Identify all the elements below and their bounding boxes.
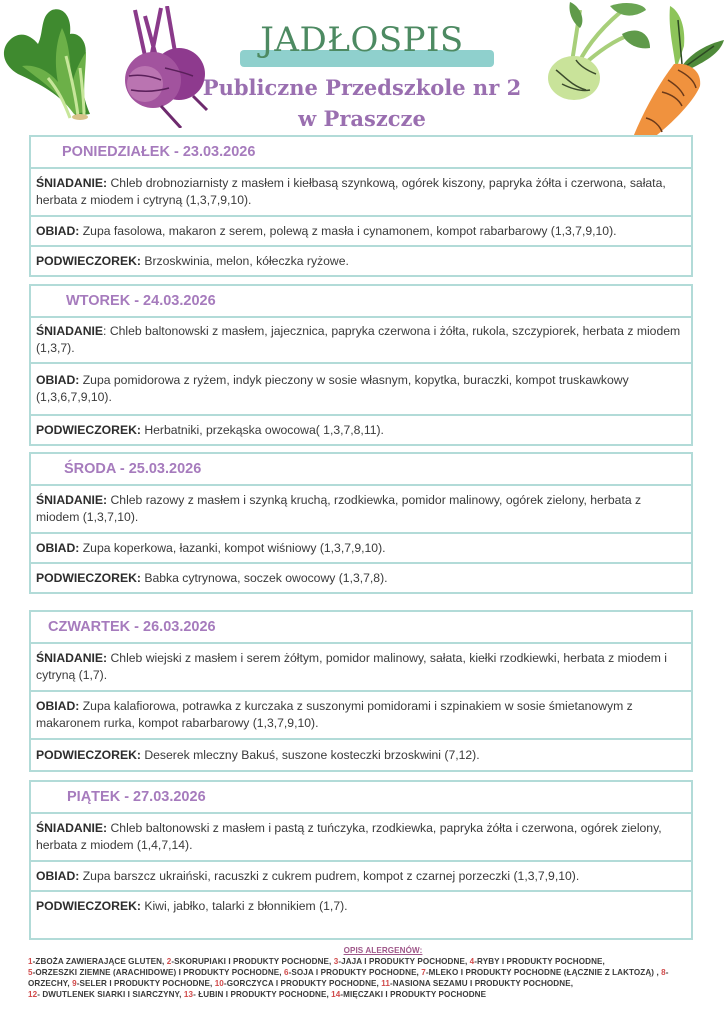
- allergen-list: [28, 956, 698, 1000]
- meal-label: ŚNIADANIE:: [36, 821, 108, 835]
- allergen-number: 10: [214, 979, 224, 988]
- meal-label: PODWIECZOREK:: [36, 422, 141, 437]
- allergen-text: -ORZECHY,: [28, 968, 669, 988]
- meal-lunch: [31, 534, 691, 564]
- meal-text: Chleb baltonowski z masłem i pastą z tuńczyka, rzodkiewka, papryka żółta i czerwona, ogórek zielony, herbata z miodem (1,4,7,14).: [36, 821, 662, 852]
- meal-breakfast: [31, 169, 691, 217]
- meal-breakfast: [31, 318, 691, 364]
- allergen-number: 7: [421, 968, 426, 977]
- subtitle-line-1: Publiczne Przedszkole nr 2: [202, 75, 522, 100]
- day-title: ŚRODA - 25.03.2026: [64, 461, 202, 477]
- meal-label: PODWIECZOREK:: [36, 747, 141, 762]
- allergen-text: -JAJA I PRODUKTY POCHODNE,: [338, 957, 470, 966]
- allergen-number: 4: [469, 957, 475, 966]
- allergen-number: 1: [28, 957, 33, 966]
- meal-label: ŚNIADANIE: [36, 324, 104, 338]
- meal-text: Deserek mleczny Bakuś, suszone kosteczki brzoskwini (7,12).: [140, 747, 480, 762]
- meal-text: Zupa fasolowa, makaron z serem, polewą z masła i cynamonem, kompot rabarbarowy (1,3,7,9,10).: [79, 223, 617, 238]
- meal-snack: [31, 564, 691, 592]
- allergen-text: -ORZESZKI ZIEMNE (ARACHIDOWE) I PRODUKTY POCHODNE,: [32, 968, 284, 977]
- meal-snack: [31, 416, 691, 444]
- meal-text: Zupa barszcz ukraiński, racuszki z cukrem pudrem, kompot z czarnej porzeczki (1,3,7,9,10).: [79, 868, 580, 883]
- allergen-text: -MLEKO I PRODUKTY POCHODNE (ŁĄCZNIE Z LAKTOZĄ) ,: [425, 968, 662, 977]
- meal-label: ŚNIADANIE:: [36, 493, 108, 507]
- allergen-text: -RYBY I PRODUKTY POCHODNE,: [474, 957, 605, 966]
- meal-text: Babka cytrynowa, soczek owocowy (1,3,7,8).: [140, 570, 388, 585]
- allergen-text: -NASIONA SEZAMU I PRODUKTY POCHODNE,: [390, 979, 574, 988]
- allergen-number: 3: [333, 957, 339, 966]
- meal-lunch: [31, 862, 691, 892]
- meal-text: Zupa pomidorowa z ryżem, indyk pieczony w sosie własnym, kopytka, buraczki, kompot truskawkowy (1,3,6,7,9,10).: [36, 373, 629, 404]
- allergen-number: 13: [183, 990, 194, 999]
- meal-text: Kiwi, jabłko, talarki z błonnikiem (1,7).: [140, 899, 348, 913]
- day-card-thursday: [29, 610, 693, 772]
- meal-text: Brzoskwinia, melon, kółeczka ryżowe.: [140, 253, 349, 268]
- allergen-number: 11: [381, 979, 391, 988]
- meal-label: OBIAD:: [36, 699, 80, 713]
- allergen-text: - DWUTLENEK SIARKI I SIARCZYNY,: [37, 990, 184, 999]
- meal-label: ŚNIADANIE:: [36, 651, 108, 665]
- day-title: PONIEDZIAŁEK - 23.03.2026: [62, 144, 256, 160]
- day-card-tuesday: [29, 284, 693, 446]
- meal-text: Zupa kalafiorowa, potrawka z kurczaka z suszonymi pomidorami i szpinakiem w sosie śmietanowym z makaronem rurka, kompot rabarbarowy (1,3,7,9,10).: [36, 699, 633, 730]
- subtitle-line-2: w Praszcze: [298, 106, 426, 131]
- day-title: PIĄTEK - 27.03.2026: [67, 789, 206, 805]
- meal-label: PODWIECZOREK:: [36, 899, 141, 913]
- meal-label: ŚNIADANIE:: [36, 176, 108, 190]
- allergen-text: -SKORUPIAKI I PRODUKTY POCHODNE,: [171, 957, 334, 966]
- allergen-number: 12: [28, 990, 38, 999]
- page-subtitle: [0, 72, 724, 134]
- allergen-number: 6: [283, 968, 289, 977]
- meal-text: : Chleb baltonowski z masłem, jajecznica, papryka czerwona i żółta, rukola, szczypiorek, herbata z miodem (1,3,7).: [36, 324, 681, 355]
- meal-breakfast: [31, 486, 691, 534]
- allergen-number: 14: [331, 990, 341, 999]
- meal-lunch: [31, 217, 691, 247]
- allergen-text: -SOJA I PRODUKTY POCHODNE,: [288, 968, 422, 977]
- meal-text: Herbatniki, przekąska owocowa( 1,3,7,8,11).: [140, 422, 384, 437]
- allergen-text: -MIĘCZAKI I PRODUKTY POCHODNE: [340, 990, 487, 999]
- allergen-text: -SELER I PRODUKTY POCHODNE,: [76, 979, 215, 988]
- allergen-number: 8: [661, 968, 666, 977]
- meal-breakfast: [31, 644, 691, 692]
- allergen-legend-title: OPIS ALERGENÓW:: [343, 946, 423, 955]
- meal-label: OBIAD:: [36, 223, 80, 238]
- day-title: WTOREK - 24.03.2026: [66, 293, 216, 309]
- day-card-monday: [29, 135, 693, 277]
- allergen-legend: [28, 945, 698, 1000]
- allergen-text: -ZBOŻA ZAWIERAJĄCE GLUTEN,: [32, 957, 167, 966]
- page-header: [0, 0, 724, 135]
- meal-label: OBIAD:: [36, 868, 80, 883]
- day-title: CZWARTEK - 26.03.2026: [48, 619, 216, 635]
- meal-breakfast: [31, 814, 691, 862]
- allergen-number: 5: [28, 968, 33, 977]
- meal-snack: [31, 892, 691, 936]
- meal-text: Chleb drobnoziarnisty z masłem i kiełbasą szynkową, ogórek kiszony, papryka żółta i czerwona, sałata, herbata z miodem i cytryną (1,3,7,9,10).: [36, 176, 666, 207]
- meal-label: OBIAD:: [36, 373, 80, 387]
- meal-snack: [31, 740, 691, 770]
- meal-label: PODWIECZOREK:: [36, 253, 141, 268]
- meal-label: PODWIECZOREK:: [36, 570, 141, 585]
- allergen-text: -GORCZYCA I PRODUKTY POCHODNE,: [223, 979, 382, 988]
- allergen-text: - ŁUBIN I PRODUKTY POCHODNE,: [193, 990, 332, 999]
- meal-lunch: [31, 364, 691, 416]
- day-card-friday: [29, 780, 693, 940]
- meal-text: Chleb wiejski z masłem i serem żółtym, pomidor malinowy, sałata, kiełki rzodkiewki, herbata z miodem i cytryną (1,7).: [36, 651, 668, 682]
- page-title: JADŁOSPIS: [260, 20, 464, 60]
- meal-text: Zupa koperkowa, łazanki, kompot wiśniowy (1,3,7,9,10).: [79, 540, 386, 555]
- meal-text: Chleb razowy z masłem i szynką kruchą, rzodkiewka, pomidor malinowy, ogórek zielony, herbata z miodem (1,3,7,10).: [36, 493, 642, 524]
- allergen-number: 2: [166, 957, 172, 966]
- meal-label: OBIAD:: [36, 540, 80, 555]
- meal-lunch: [31, 692, 691, 740]
- meal-snack: [31, 247, 691, 275]
- day-card-wednesday: [29, 452, 693, 594]
- allergen-number: 9: [72, 979, 77, 988]
